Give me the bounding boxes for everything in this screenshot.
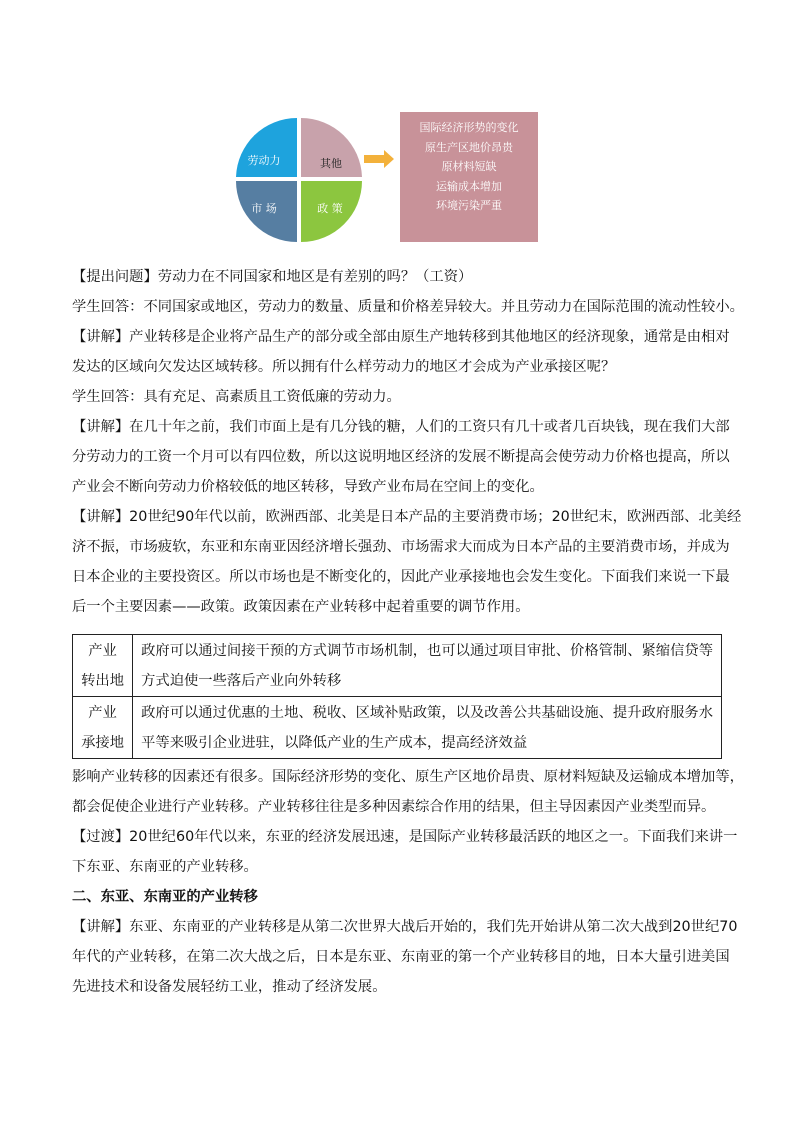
labor-label: 劳动力 <box>247 154 281 167</box>
lecture-paragraph-4: 先进技术和设备发展轻纺工业，推动了经济发展。 <box>72 979 387 995</box>
transition-paragraph: 【过渡】20世纪60年代以来，东亚的经济发展迅速，是国际产业转移最活跃的地区之一。下面我们来讲一 <box>72 829 738 845</box>
lecture-paragraph-1: 【讲解】产业转移是企业将产品生产的部分或全部由原生产地转移到其他地区的经济现象，通常是由相对 <box>72 329 730 345</box>
body-text-bottom <box>72 762 744 1002</box>
question-paragraph: 【提出问题】劳动力在不同国家和地区是有差别的吗？（工资） <box>72 269 473 285</box>
table-row <box>73 697 722 759</box>
student-answer-1: 学生回答：不同国家或地区，劳动力的数量、质量和价格差异较大。并且劳动力在国际范围的流动性较小。 <box>72 299 744 315</box>
header-line: 承接地 <box>81 734 124 751</box>
body-text-top <box>72 262 744 622</box>
factors-paragraph: 影响产业转移的因素还有很多。国际经济形势的变化、原生产区地价昂贵、原材料短缺及运输成本增加等， <box>72 769 744 785</box>
lecture-paragraph-4: 【讲解】东亚、东南亚的产业转移是从第二次世界大战后开始的，我们先开始讲从第二次大战到20世纪70 <box>72 919 738 935</box>
lecture-paragraph-1: 发达的区域向欠发达区域转移。所以拥有什么样劳动力的地区才会成为产业承接区呢？ <box>72 359 616 375</box>
market-label: 市 场 <box>251 202 277 215</box>
table-header-cell <box>73 697 133 759</box>
labor-quadrant <box>236 118 297 177</box>
factors-paragraph: 都会促使企业进行产业转移。产业转移往往是多种因素综合作用的结果，但主导因素因产业类型而异。 <box>72 799 716 815</box>
factors-list <box>400 118 538 216</box>
table-header-cell <box>73 635 133 697</box>
table-content-cell <box>133 697 722 759</box>
content-line: 政府可以通过间接干预的方式调节市场机制，也可以通过项目审批、价格管制、紧缩信贷等 <box>141 642 713 659</box>
factor-item: 原材料短缺 <box>441 160 497 173</box>
lecture-paragraph-2: 分劳动力的工资一个月可以有四位数，所以这说明地区经济的发展不断提高会使劳动力价格也提高，所以 <box>72 449 730 465</box>
header-line: 转出地 <box>81 672 124 689</box>
table-row <box>73 635 722 697</box>
lecture-paragraph-2: 【讲解】在几十年之前，我们市面上是有几分钱的糖，人们的工资只有几十或者几百块钱，现在我们大部 <box>72 419 730 435</box>
section-heading: 二、东亚、东南亚的产业转移 <box>72 889 258 905</box>
arrow-shape <box>364 150 394 168</box>
content-line: 政府可以通过优惠的土地、税收、区域补贴政策，以及改善公共基础设施、提升政府服务水 <box>141 704 713 721</box>
header-line: 产业 <box>88 642 117 659</box>
lecture-paragraph-3: 【讲解】20世纪90年代以前，欧洲西部、北美是日本产品的主要消费市场；20世纪末，欧洲西部、北美经 <box>72 509 742 525</box>
factor-item: 国际经济形势的变化 <box>419 121 519 134</box>
factor-item: 原生产区地价昂贵 <box>425 140 513 154</box>
lecture-paragraph-3: 济不振，市场疲软，东亚和东南亚因经济增长强劲、市场需求大而成为日本产品的主要消费市场，并成为 <box>72 539 730 555</box>
lecture-paragraph-3: 后一个主要因素——政策。政策因素在产业转移中起着重要的调节作用。 <box>72 599 530 615</box>
factor-item: 运输成本增加 <box>436 179 502 193</box>
lecture-paragraph-4: 年代的产业转移，在第二次大战之后，日本是东亚、东南亚的第一个产业转移目的地，日本大量引进美国 <box>72 949 730 965</box>
policy-label: 政 策 <box>317 202 343 215</box>
lecture-paragraph-3: 日本企业的主要投资区。所以市场也是不断变化的，因此产业承接地也会发生变化。下面我们来说一下最 <box>72 569 730 585</box>
lecture-paragraph-2: 产业会不断向劳动力价格较低的地区转移，导致产业布局在空间上的变化。 <box>72 479 544 495</box>
content-line: 平等来吸引企业进驻，以降低产业的生产成本，提高经济效益 <box>141 734 528 751</box>
policy-table <box>72 634 722 759</box>
student-answer-2: 学生回答：具有充足、高素质且工资低廉的劳动力。 <box>72 389 401 405</box>
content-line: 方式迫使一些落后产业向外转移 <box>141 672 342 689</box>
factors-figure <box>234 106 560 248</box>
header-line: 产业 <box>88 704 117 721</box>
table-content-cell <box>133 635 722 697</box>
other-label: 其他 <box>320 157 342 170</box>
factor-item: 环境污染严重 <box>436 199 502 212</box>
transition-paragraph: 下东亚、东南亚的产业转移。 <box>72 859 258 875</box>
